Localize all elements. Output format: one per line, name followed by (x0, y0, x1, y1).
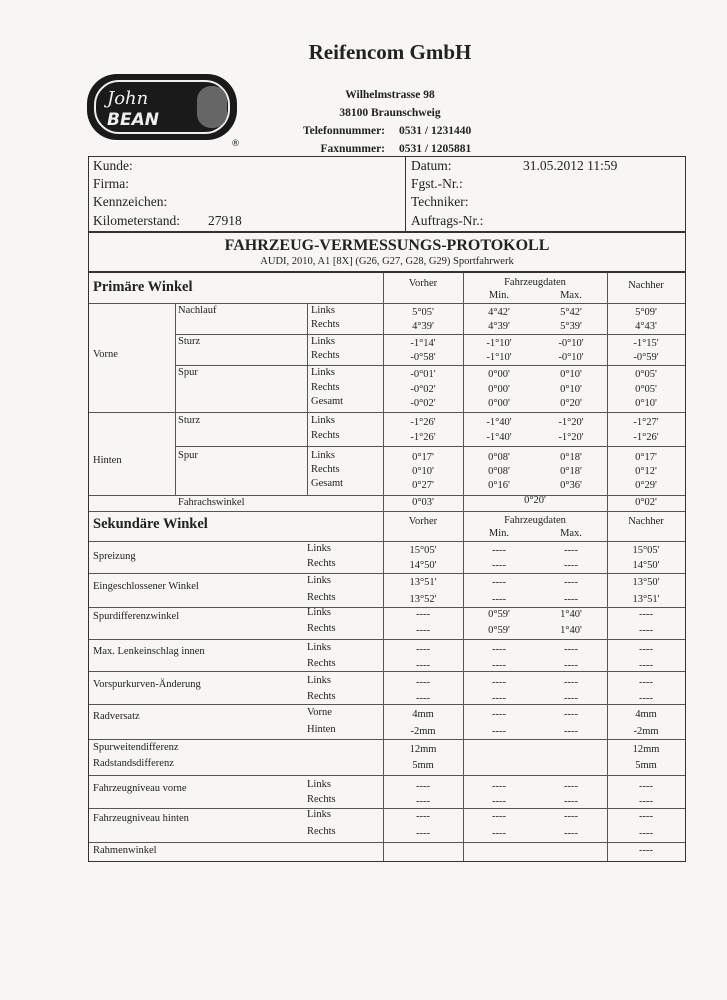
techniker-label: Techniker: (411, 194, 469, 209)
primary-side-label: Rechts (311, 319, 340, 330)
secondary-nachher-value: 12mm (632, 744, 660, 755)
primary-nachher-value: 0°10' (635, 398, 657, 409)
primary-min-value: -1°10' (486, 352, 512, 363)
row-divider (89, 775, 685, 776)
primary-side-label: Rechts (311, 464, 340, 475)
secondary-min-value: 0°59' (488, 625, 510, 636)
primary-max-value: 0°36' (560, 480, 582, 491)
sec-fahrzeugdaten-header: Fahrzeugdaten (504, 515, 566, 526)
vehicle-description: AUDI, 2010, A1 [8X] (G26, G27, G28, G29) Sportfahrwerk (260, 256, 514, 267)
secondary-vorher-value: ---- (416, 796, 430, 807)
km-value: 27918 (208, 213, 242, 228)
secondary-max-value: ---- (564, 577, 578, 588)
primary-end-divider (89, 511, 685, 512)
row-divider (175, 365, 685, 366)
secondary-vorher-value: 14°50' (409, 560, 437, 571)
company-street: Wilhelmstrasse 98 (345, 89, 435, 101)
secondary-max-value: ---- (564, 644, 578, 655)
secondary-vorher-value: -2mm (410, 726, 436, 737)
primary-side-label: Rechts (311, 350, 340, 361)
secondary-max-value: ---- (564, 828, 578, 839)
secondary-max-value: ---- (564, 693, 578, 704)
km-label: Kilometerstand: (93, 213, 180, 228)
secondary-max-value: ---- (564, 594, 578, 605)
primary-min-value: 0°08' (488, 466, 510, 477)
secondary-min-value: ---- (492, 726, 506, 737)
primary-min-value: -1°40' (486, 417, 512, 428)
secondary-max-value: ---- (564, 560, 578, 571)
secondary-min-value: ---- (492, 811, 506, 822)
side-column-line (307, 303, 308, 495)
fahrachswinkel-vorher: 0°03' (412, 497, 434, 508)
secondary-min-value: ---- (492, 828, 506, 839)
row-divider (89, 573, 685, 574)
primary-vorher-value: 4°39' (412, 321, 434, 332)
primary-group-label: Sturz (178, 336, 201, 347)
primary-vorher-value: -0°01' (410, 369, 436, 380)
svg-text:BEAN: BEAN (107, 110, 159, 130)
primary-vorher-value: -1°26' (410, 417, 436, 428)
primary-side-label: Links (311, 450, 335, 461)
secondary-side-label: Links (307, 575, 331, 586)
primary-vorher-value: 0°17' (412, 452, 434, 463)
secondary-nachher-value: ---- (639, 660, 653, 671)
secondary-row-label: Spurdifferenzwinkel (93, 611, 180, 622)
secondary-side-label: Links (307, 642, 331, 653)
secondary-vorher-value: ---- (416, 677, 430, 688)
secondary-vorher-value: 4mm (412, 709, 434, 720)
hinten-label: Hinten (93, 455, 122, 466)
secondary-nachher-value: 14°50' (632, 560, 660, 571)
primary-side-label: Gesamt (311, 478, 344, 489)
secondary-side-label: Links (307, 543, 331, 554)
secondary-max-value: ---- (564, 781, 578, 792)
secondary-nachher-value: 4mm (635, 709, 657, 720)
phone-label: Telefonnummer: (303, 125, 385, 137)
primary-vorher-value: 5°05' (412, 307, 434, 318)
primary-max-value: -0°10' (558, 352, 584, 363)
secondary-vorher-value: ---- (416, 660, 430, 671)
secondary-vorher-value: ---- (416, 811, 430, 822)
primary-group-label: Sturz (178, 415, 201, 426)
primary-vorher-value: -0°58' (410, 352, 436, 363)
secondary-max-value: ---- (564, 545, 578, 556)
nachher-header: Nachher (628, 280, 664, 291)
vorher-header: Vorher (408, 278, 438, 289)
wheel-column-line (175, 303, 176, 495)
secondary-vorher-value: ---- (416, 781, 430, 792)
primary-nachher-value: 0°05' (635, 369, 657, 380)
primary-section-title: Primäre Winkel (93, 279, 193, 295)
row-divider (175, 334, 685, 335)
secondary-nachher-value: -2mm (633, 726, 659, 737)
secondary-min-value: ---- (492, 677, 506, 688)
primary-max-value: 0°20' (560, 398, 582, 409)
secondary-row-label: Eingeschlossener Winkel (93, 581, 199, 592)
primary-side-label: Rechts (311, 430, 340, 441)
svg-text:®: ® (231, 139, 240, 148)
primary-min-value: 0°00' (488, 369, 510, 380)
row-divider (89, 704, 685, 705)
secondary-row-label: Fahrzeugniveau vorne (93, 783, 187, 794)
vorne-label: Vorne (93, 349, 118, 360)
secondary-vorher-value: 5mm (412, 760, 434, 771)
primary-min-value: 0°16' (488, 480, 510, 491)
primary-nachher-value: -1°27' (633, 417, 659, 428)
secondary-max-value: ---- (564, 726, 578, 737)
primary-min-value: 4°39' (488, 321, 510, 332)
row-divider (89, 639, 685, 640)
row-divider (175, 446, 685, 447)
secondary-nachher-value: ---- (639, 811, 653, 822)
secondary-vorher-value: ---- (416, 625, 430, 636)
secondary-side-label: Links (307, 779, 331, 790)
secondary-nachher-value: ---- (639, 677, 653, 688)
primary-min-value: 0°00' (488, 384, 510, 395)
primary-nachher-value: -0°59' (633, 352, 659, 363)
fahrachswinkel-label: Fahrachswinkel (178, 497, 245, 508)
secondary-nachher-value: 5mm (635, 760, 657, 771)
secondary-max-value: ---- (564, 796, 578, 807)
primary-side-label: Gesamt (311, 396, 344, 407)
secondary-nachher-value: 15°05' (632, 545, 660, 556)
company-name: Reifencom GmbH (308, 40, 472, 64)
secondary-min-value: ---- (492, 594, 506, 605)
kennzeichen-label: Kennzeichen: (93, 194, 168, 209)
primary-vorher-value: -1°26' (410, 432, 436, 443)
secondary-min-value: ---- (492, 796, 506, 807)
fax-number: 0531 / 1205881 (399, 143, 472, 155)
secondary-max-value: 1°40' (560, 609, 582, 620)
secondary-nachher-value: ---- (639, 796, 653, 807)
primary-side-label: Links (311, 336, 335, 347)
secondary-side-label: Rechts (307, 691, 336, 702)
primary-nachher-value: -1°15' (633, 338, 659, 349)
secondary-max-value: ---- (564, 811, 578, 822)
customer-info-box (88, 156, 686, 232)
protocol-title: FAHRZEUG-VERMESSUNGS-PROTOKOLL (224, 237, 550, 254)
secondary-side-label: Links (307, 809, 331, 820)
primary-vorher-value: 0°10' (412, 466, 434, 477)
row-divider (89, 671, 685, 672)
secondary-vorher-value: ---- (416, 609, 430, 620)
primary-max-value: 0°10' (560, 369, 582, 380)
secondary-side-label: Hinten (307, 724, 336, 735)
primary-nachher-value: 4°43' (635, 321, 657, 332)
secondary-side-label: Links (307, 675, 331, 686)
primary-min-value: 4°42' (488, 307, 510, 318)
primary-side-label: Rechts (311, 382, 340, 393)
secondary-side-label: Rechts (307, 794, 336, 805)
secondary-min-value: ---- (492, 693, 506, 704)
primary-nachher-value: 0°05' (635, 384, 657, 395)
company-city: 38100 Braunschweig (339, 107, 441, 119)
secondary-min-value: ---- (492, 781, 506, 792)
company-address (280, 86, 500, 122)
secondary-row-label: Max. Lenkeinschlag innen (93, 646, 205, 657)
primary-min-value: -1°40' (486, 432, 512, 443)
primary-nachher-value: 0°17' (635, 452, 657, 463)
secondary-nachher-value: ---- (639, 828, 653, 839)
fahrachswinkel-data: 0°20' (524, 495, 546, 506)
svg-text:John: John (107, 88, 149, 109)
secondary-header-divider (89, 541, 685, 542)
secondary-min-value: ---- (492, 644, 506, 655)
primary-max-value: 0°18' (560, 466, 582, 477)
primary-side-label: Links (311, 415, 335, 426)
secondary-row-label: Fahrzeugniveau hinten (93, 813, 189, 824)
secondary-max-value: ---- (564, 660, 578, 671)
sec-max-header: Max. (560, 528, 582, 539)
secondary-row-label: Spreizung (93, 551, 136, 562)
secondary-row-label: Spurweitendifferenz (93, 742, 179, 753)
secondary-min-value: ---- (492, 545, 506, 556)
primary-nachher-value: 0°29' (635, 480, 657, 491)
sec-nachher-header: Nachher (628, 516, 664, 527)
secondary-row-label: Vorspurkurven-Änderung (93, 679, 201, 690)
secondary-row-label: Radversatz (93, 711, 140, 722)
primary-min-value: 0°08' (488, 452, 510, 463)
secondary-side-label: Links (307, 607, 331, 618)
min-header: Min. (488, 290, 510, 301)
secondary-vorher-value: 13°52' (409, 594, 437, 605)
primary-max-value: -1°20' (558, 432, 584, 443)
secondary-vorher-value: ---- (416, 644, 430, 655)
row-divider (89, 808, 685, 809)
company-contact (285, 122, 471, 158)
primary-nachher-value: -1°26' (633, 432, 659, 443)
primary-min-value: -1°10' (486, 338, 512, 349)
secondary-nachher-value: ---- (639, 845, 653, 856)
fahrachswinkel-nachher: 0°02' (635, 497, 657, 508)
datum-label: Datum: (411, 158, 452, 173)
max-header: Max. (560, 290, 582, 301)
primary-vorher-value: -0°02' (410, 398, 436, 409)
secondary-side-label: Rechts (307, 623, 336, 634)
secondary-nachher-value: ---- (639, 781, 653, 792)
secondary-vorher-value: 15°05' (409, 545, 437, 556)
secondary-max-value: ---- (564, 709, 578, 720)
secondary-section-title: Sekundäre Winkel (93, 516, 208, 532)
kunde-label: Kunde: (93, 158, 133, 173)
firma-label: Firma: (93, 176, 129, 191)
row-divider (89, 412, 685, 413)
primary-min-value: 0°00' (488, 398, 510, 409)
secondary-vorher-value: 13°51' (409, 577, 437, 588)
secondary-vorher-value: ---- (416, 828, 430, 839)
secondary-nachher-value: ---- (639, 609, 653, 620)
secondary-vorher-value: 12mm (409, 744, 437, 755)
primary-side-label: Links (311, 367, 335, 378)
primary-max-value: 0°18' (560, 452, 582, 463)
sec-vorher-header: Vorher (408, 516, 438, 527)
primary-max-value: -1°20' (558, 417, 584, 428)
secondary-max-value: 1°40' (560, 625, 582, 636)
secondary-side-label: Vorne (307, 707, 332, 718)
secondary-row-label: Rahmenwinkel (93, 845, 157, 856)
secondary-max-value: ---- (564, 677, 578, 688)
primary-nachher-value: 0°12' (635, 466, 657, 477)
secondary-side-label: Rechts (307, 658, 336, 669)
primary-max-value: -0°10' (558, 338, 584, 349)
fax-label: Faxnummer: (320, 143, 385, 155)
primary-nachher-value: 5°09' (635, 307, 657, 318)
primary-max-value: 5°39' (560, 321, 582, 332)
primary-side-label: Links (311, 305, 335, 316)
secondary-nachher-value: ---- (639, 644, 653, 655)
primary-max-value: 5°42' (560, 307, 582, 318)
secondary-min-value: ---- (492, 577, 506, 588)
row-divider (89, 842, 685, 843)
secondary-side-label: Rechts (307, 826, 336, 837)
phone-number: 0531 / 1231440 (399, 125, 472, 137)
secondary-min-value: ---- (492, 560, 506, 571)
secondary-nachher-value: 13°51' (632, 594, 660, 605)
fahrzeugdaten-header: Fahrzeugdaten (504, 277, 566, 288)
primary-group-label: Spur (178, 367, 198, 378)
john-bean-logo (85, 70, 245, 148)
secondary-row-label: Radstandsdifferenz (93, 758, 174, 769)
secondary-nachher-value: ---- (639, 693, 653, 704)
measurement-table (88, 272, 686, 862)
secondary-nachher-value: 13°50' (632, 577, 660, 588)
datum-value: 31.05.2012 11:59 (523, 158, 618, 173)
secondary-min-value: 0°59' (488, 609, 510, 620)
primary-max-value: 0°10' (560, 384, 582, 395)
secondary-side-label: Rechts (307, 558, 336, 569)
sec-min-header: Min. (488, 528, 510, 539)
secondary-nachher-value: ---- (639, 625, 653, 636)
primary-vorher-value: 0°27' (412, 480, 434, 491)
primary-group-label: Nachlauf (178, 305, 217, 316)
primary-header-divider (89, 303, 685, 304)
primary-vorher-value: -0°02' (410, 384, 436, 395)
secondary-min-value: ---- (492, 660, 506, 671)
secondary-vorher-value: ---- (416, 693, 430, 704)
row-divider (89, 739, 685, 740)
row-divider (89, 607, 685, 608)
secondary-min-value: ---- (492, 709, 506, 720)
secondary-side-label: Rechts (307, 592, 336, 603)
fgst-label: Fgst.-Nr.: (411, 176, 463, 191)
primary-vorher-value: -1°14' (410, 338, 436, 349)
primary-group-label: Spur (178, 450, 198, 461)
auftrag-label: Auftrags-Nr.: (411, 213, 484, 228)
protocol-title-box (88, 232, 686, 272)
